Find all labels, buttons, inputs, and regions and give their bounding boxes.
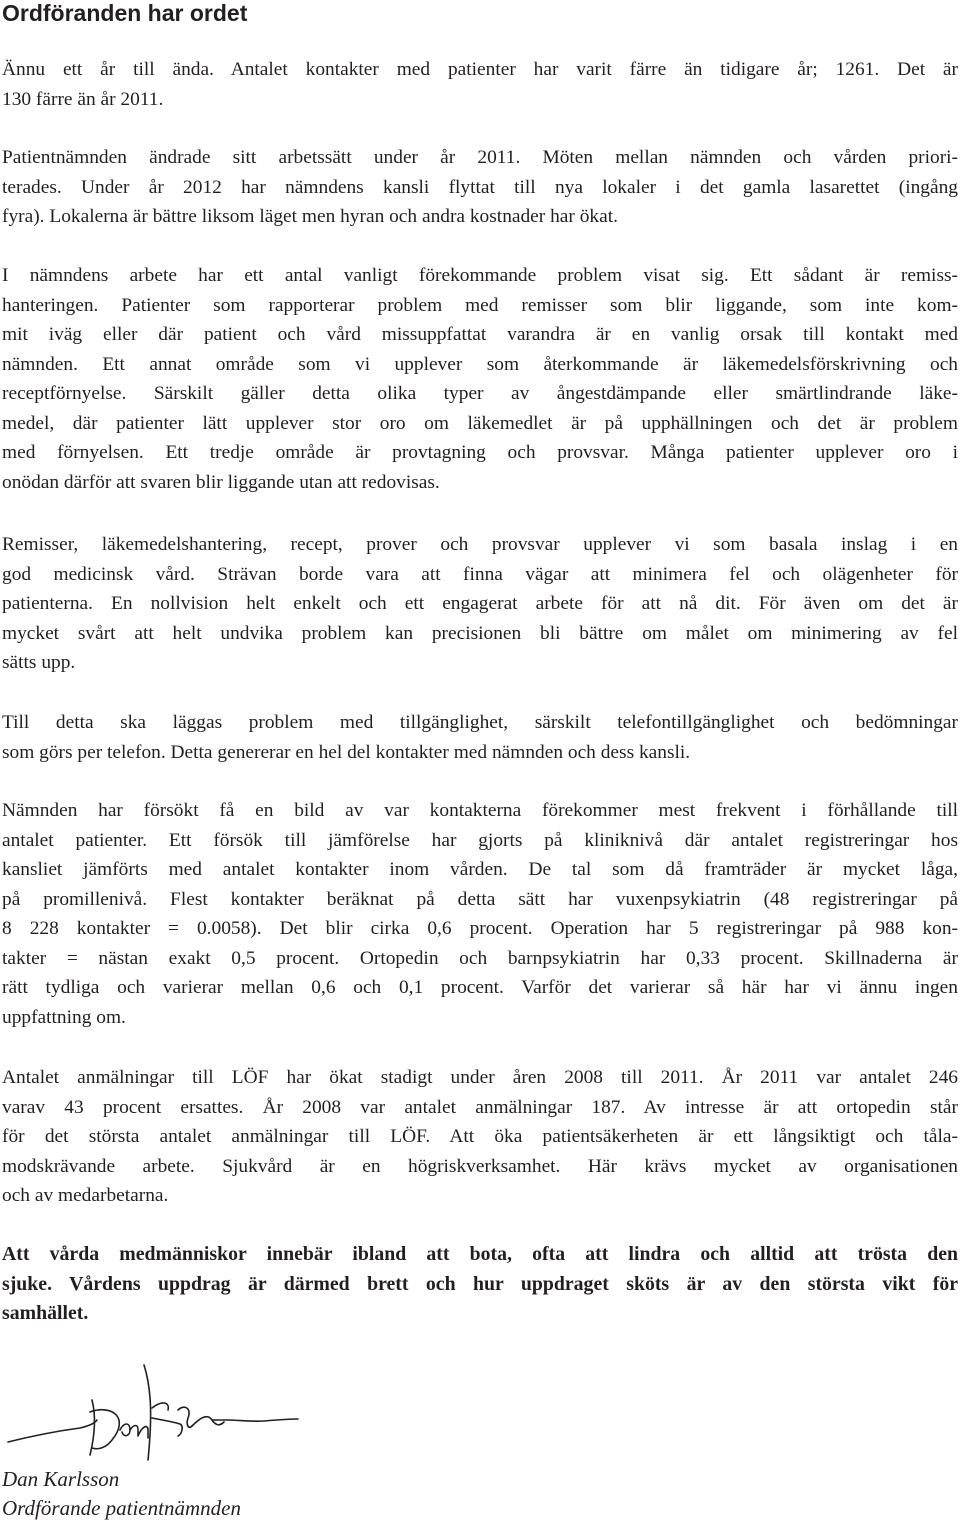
text-line: Antalet anmälningar till LÖF har ökat stadigt under åren 2008 till 2011. År 2011 var antalet 246 bbox=[2, 1067, 958, 1088]
paragraph-statistics bbox=[2, 796, 958, 1032]
paragraph-workmethod bbox=[2, 143, 958, 232]
text-line: på promillenivå. Flest kontakter beräknat på detta sätt har vuxenpsykiatrin (48 registreringar på bbox=[2, 888, 958, 910]
text-line: för det största antalet anmälningar till LÖF. Att öka patientsäkerheten är ett långsiktigt och tåla- bbox=[2, 1126, 958, 1147]
text-line: sätts upp. bbox=[2, 652, 76, 673]
text-line: mit iväg eller där patient och vård missuppfattat varandra är en vanlig orsak till kontakt med bbox=[2, 324, 958, 345]
text-line: Till detta ska läggas problem med tillgänglighet, särskilt telefontillgänglighet och bedömningar bbox=[2, 712, 958, 733]
text-line: samhället. bbox=[2, 1302, 89, 1324]
text-line: god medicinsk vård. Strävan borde vara att finna vägar att minimera fel och olägenheter för bbox=[2, 563, 958, 585]
text-line: 8 228 kontakter = 0.0058). Det blir cirka 0,6 procent. Operation har 5 registreringar på 988 kon- bbox=[2, 918, 958, 939]
text-line: uppfattning om. bbox=[2, 1006, 126, 1028]
text-line: hanteringen. Patienter som rapporterar problem med remisser som blir liggande, som inte kom- bbox=[2, 294, 958, 316]
text-line: med förnyelsen. Ett tredje område är provtagning och provsvar. Många patienter upplever oro i bbox=[2, 442, 958, 463]
text-line: receptförnyelse. Särskilt gäller detta olika typer av ångestdämpande eller smärtlindrande läke- bbox=[2, 383, 958, 404]
text-line: som görs per telefon. Detta genererar en hel del kontakter med nämnden och dess kansli. bbox=[2, 741, 691, 763]
text-line: Remisser, läkemedelshantering, recept, prover och provsvar upplever vi som basala inslag i en bbox=[2, 534, 958, 555]
signatory-role: Ordförande patientnämnden bbox=[2, 1496, 241, 1520]
signatory-name: Dan Karlsson bbox=[2, 1467, 120, 1491]
page-title: Ordföranden har ordet bbox=[2, 0, 248, 26]
text-line: sjuke. Vårdens uppdrag är därmed brett och hur uppdraget sköts är av den största vikt för bbox=[2, 1272, 958, 1295]
text-line: varav 43 procent ersattes. År 2008 var antalet anmälningar 187. Av intresse är att ortopedin står bbox=[2, 1096, 958, 1118]
text-line: Att vårda medmänniskor innebär ibland att bota, ofta att lindra och alltid att trösta den bbox=[2, 1243, 958, 1265]
text-line: nämnden. Ett annat område som vi upplever som återkommande är läkemedelsförskrivning och bbox=[2, 353, 958, 375]
paragraph-problems bbox=[2, 261, 958, 497]
text-line: 130 färre än år 2011. bbox=[2, 88, 164, 110]
text-line: onödan därför att svaren blir liggande utan att redovisas. bbox=[2, 471, 440, 493]
text-line: I nämndens arbete har ett antal vanligt förekommande problem visat sig. Ett sådant är remiss- bbox=[2, 265, 958, 286]
text-line: rätt tydliga och varierar mellan 0,6 och 0,1 procent. Varför det varierar så här har vi ännu ingen bbox=[2, 977, 958, 998]
text-line: terades. Under år 2012 har nämndens kansli flyttat till nya lokaler i det gamla lasarettet (ingång bbox=[2, 176, 958, 198]
text-line: takter = nästan exakt 0,5 procent. Ortopedin och barnpsykiatrin har 0,33 procent. Skillnaderna är bbox=[2, 947, 958, 969]
paragraph-lof bbox=[2, 1063, 958, 1211]
text-line: kansliet jämförts med antalet kontakter inom vården. De tal som då framträder är mycket låga, bbox=[2, 859, 958, 880]
text-line: medel, där patienter lätt upplever stor oro om läkemedlet är på upphällningen och det är problem bbox=[2, 412, 958, 434]
paragraph-referrals bbox=[2, 530, 958, 678]
text-line: patienterna. En nollvision helt enkelt och ett engagerat arbete för att nå dit. För även om det är bbox=[2, 593, 958, 614]
text-line: Patientnämnden ändrade sitt arbetssätt under år 2011. Möten mellan nämnden och vården priori- bbox=[2, 147, 958, 168]
text-line: fyra). Lokalerna är bättre liksom läget men hyran och andra kostnader har ökat. bbox=[2, 206, 618, 227]
paragraph-summary bbox=[2, 55, 958, 114]
text-line: Ännu ett år till ända. Antalet kontakter med patienter har varit färre än tidigare år; 1261. Det är bbox=[2, 59, 958, 80]
paragraph-accessibility bbox=[2, 708, 958, 767]
text-line: modskrävande arbete. Sjukvård är en högriskverksamhet. Här krävs mycket av organisationen bbox=[2, 1155, 958, 1177]
paragraph-closing bbox=[2, 1240, 958, 1329]
text-line: Nämnden har försökt få en bild av var kontakterna förekommer mest frekvent i förhållande till bbox=[2, 800, 958, 821]
text-line: och av medarbetarna. bbox=[2, 1185, 169, 1206]
handwritten-signature bbox=[2, 1360, 302, 1465]
text-line: antalet patienter. Ett försök till jämförelse har gjorts på kliniknivå där antalet registreringar hos bbox=[2, 829, 958, 851]
text-line: mycket svårt att helt undvika problem kan precisionen bli bättre om målet om minimering av fel bbox=[2, 622, 958, 644]
